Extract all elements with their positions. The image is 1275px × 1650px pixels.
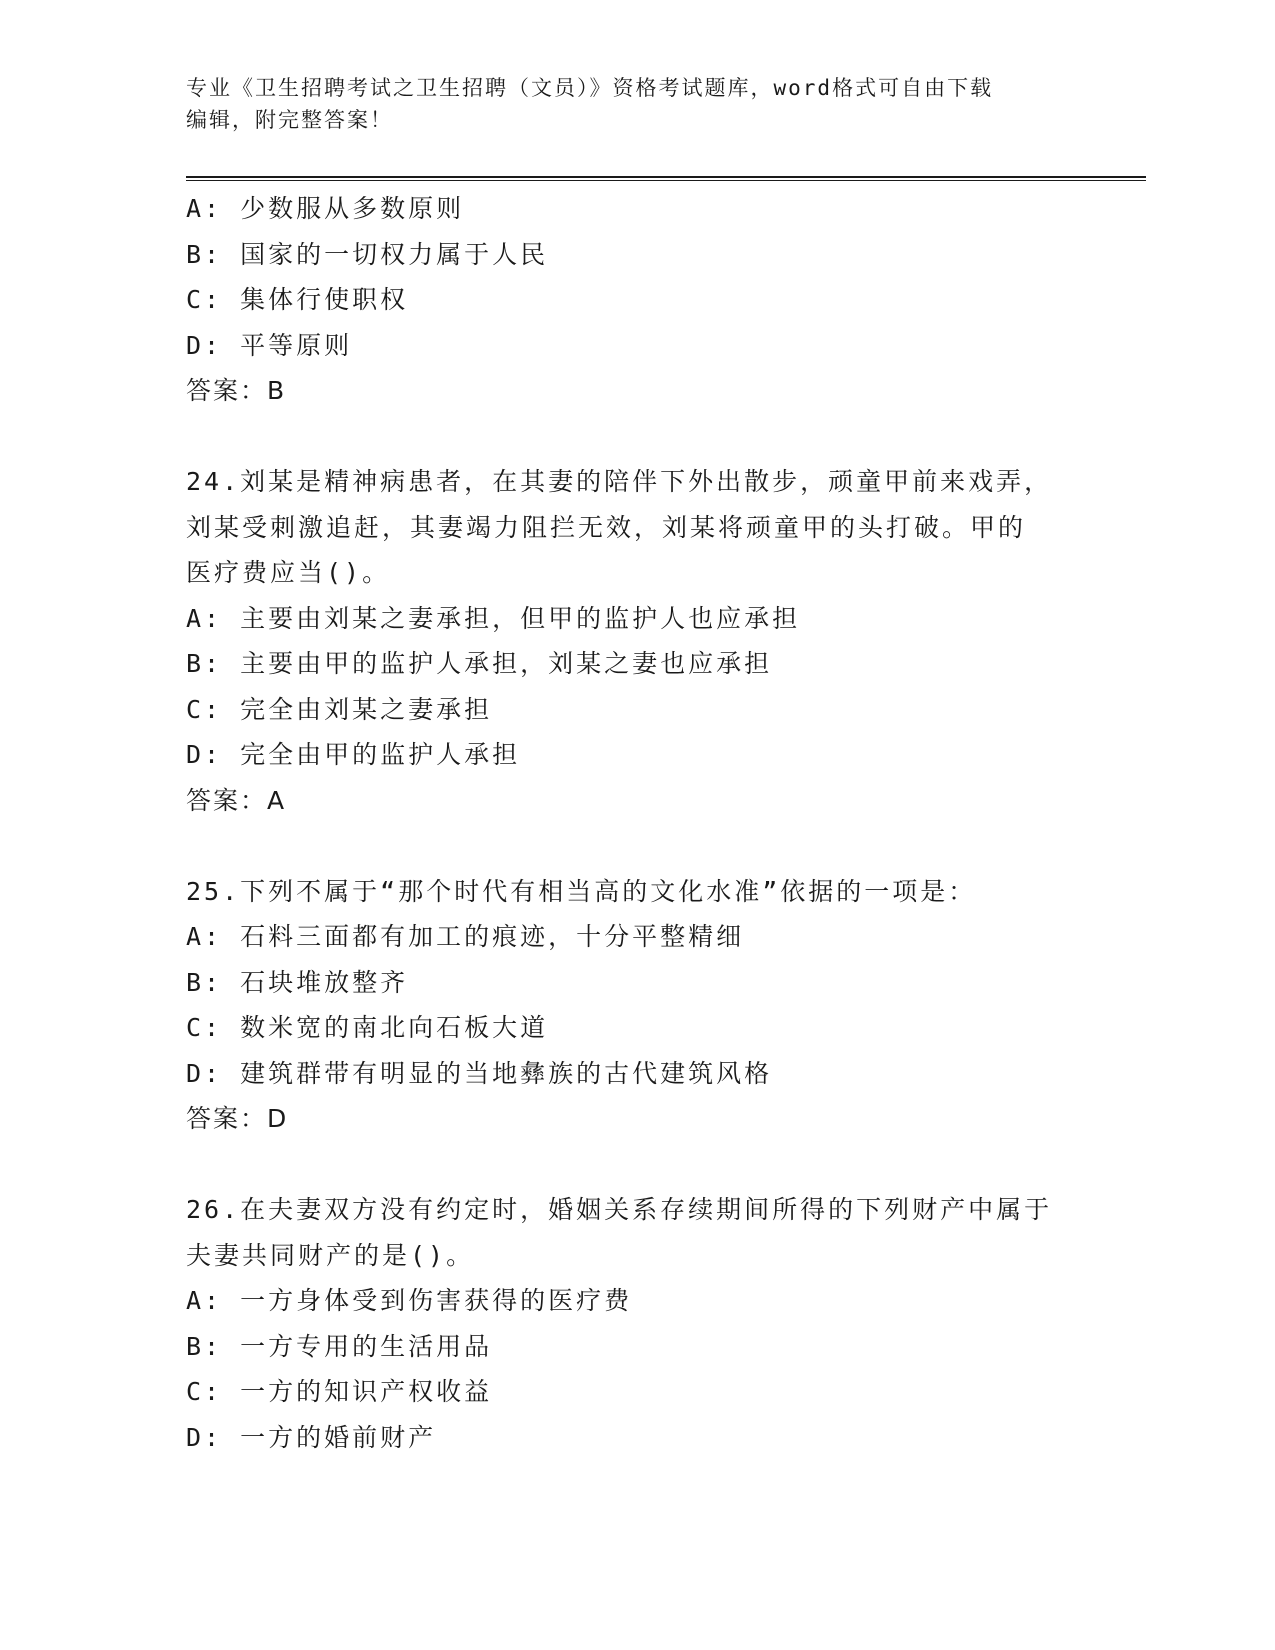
question-stem: 夫妻共同财产的是()。	[186, 1240, 475, 1270]
option-b: B: 主要由甲的监护人承担，刘某之妻也应承担	[186, 649, 773, 678]
option-c: C: 集体行使职权	[186, 285, 409, 314]
option-d: D: 一方的婚前财产	[186, 1422, 437, 1452]
question-26	[186, 1187, 1086, 1460]
question-24	[186, 459, 1086, 823]
question-23	[186, 186, 1086, 414]
spacer	[186, 823, 1086, 869]
option-c: C: 完全由刘某之妻承担	[186, 694, 493, 724]
document-header	[186, 72, 1086, 136]
option-b: B: 石块堆放整齐	[186, 967, 409, 997]
question-25	[186, 869, 1086, 1142]
option-a: A: 主要由刘某之妻承担，但甲的监护人也应承担	[186, 603, 801, 633]
header-divider	[186, 176, 1146, 181]
option-c: C: 一方的知识产权收益	[186, 1377, 493, 1406]
question-stem: 刘某受刺激追赶，其妻竭力阻拦无效，刘某将顽童甲的头打破。甲的	[186, 512, 1027, 542]
option-a: A: 一方身体受到伤害获得的医疗费	[186, 1286, 633, 1315]
question-stem: 26.在夫妻双方没有约定时，婚姻关系存续期间所得的下列财产中属于	[186, 1195, 1053, 1224]
answer: 答案：A	[186, 785, 287, 815]
option-b: B: 一方专用的生活用品	[186, 1331, 493, 1361]
option-a: A: 石料三面都有加工的痕迹，十分平整精细	[186, 922, 745, 951]
spacer	[186, 1142, 1086, 1188]
question-stem: 25.下列不属于“那个时代有相当高的文化水准”依据的一项是：	[186, 876, 977, 906]
question-stem: 医疗费应当()。	[186, 558, 391, 587]
option-d: D: 完全由甲的监护人承担	[186, 740, 521, 769]
answer: 答案：B	[186, 376, 287, 405]
option-a: A: 少数服从多数原则	[186, 194, 465, 223]
spacer	[186, 414, 1086, 460]
option-d: D: 平等原则	[186, 330, 353, 360]
option-d: D: 建筑群带有明显的当地彝族的古代建筑风格	[186, 1058, 773, 1088]
option-c: C: 数米宽的南北向石板大道	[186, 1013, 549, 1042]
header-line-2: 编辑，附完整答案！	[186, 108, 393, 132]
header-line-1: 专业《卫生招聘考试之卫生招聘（文员）》资格考试题库，word格式可自由下载	[186, 76, 994, 100]
option-b: B: 国家的一切权力属于人民	[186, 239, 549, 269]
question-stem: 24.刘某是精神病患者，在其妻的陪伴下外出散步，顽童甲前来戏弄，	[186, 467, 1053, 496]
question-list	[186, 186, 1086, 1460]
answer: 答案：D	[186, 1104, 289, 1133]
